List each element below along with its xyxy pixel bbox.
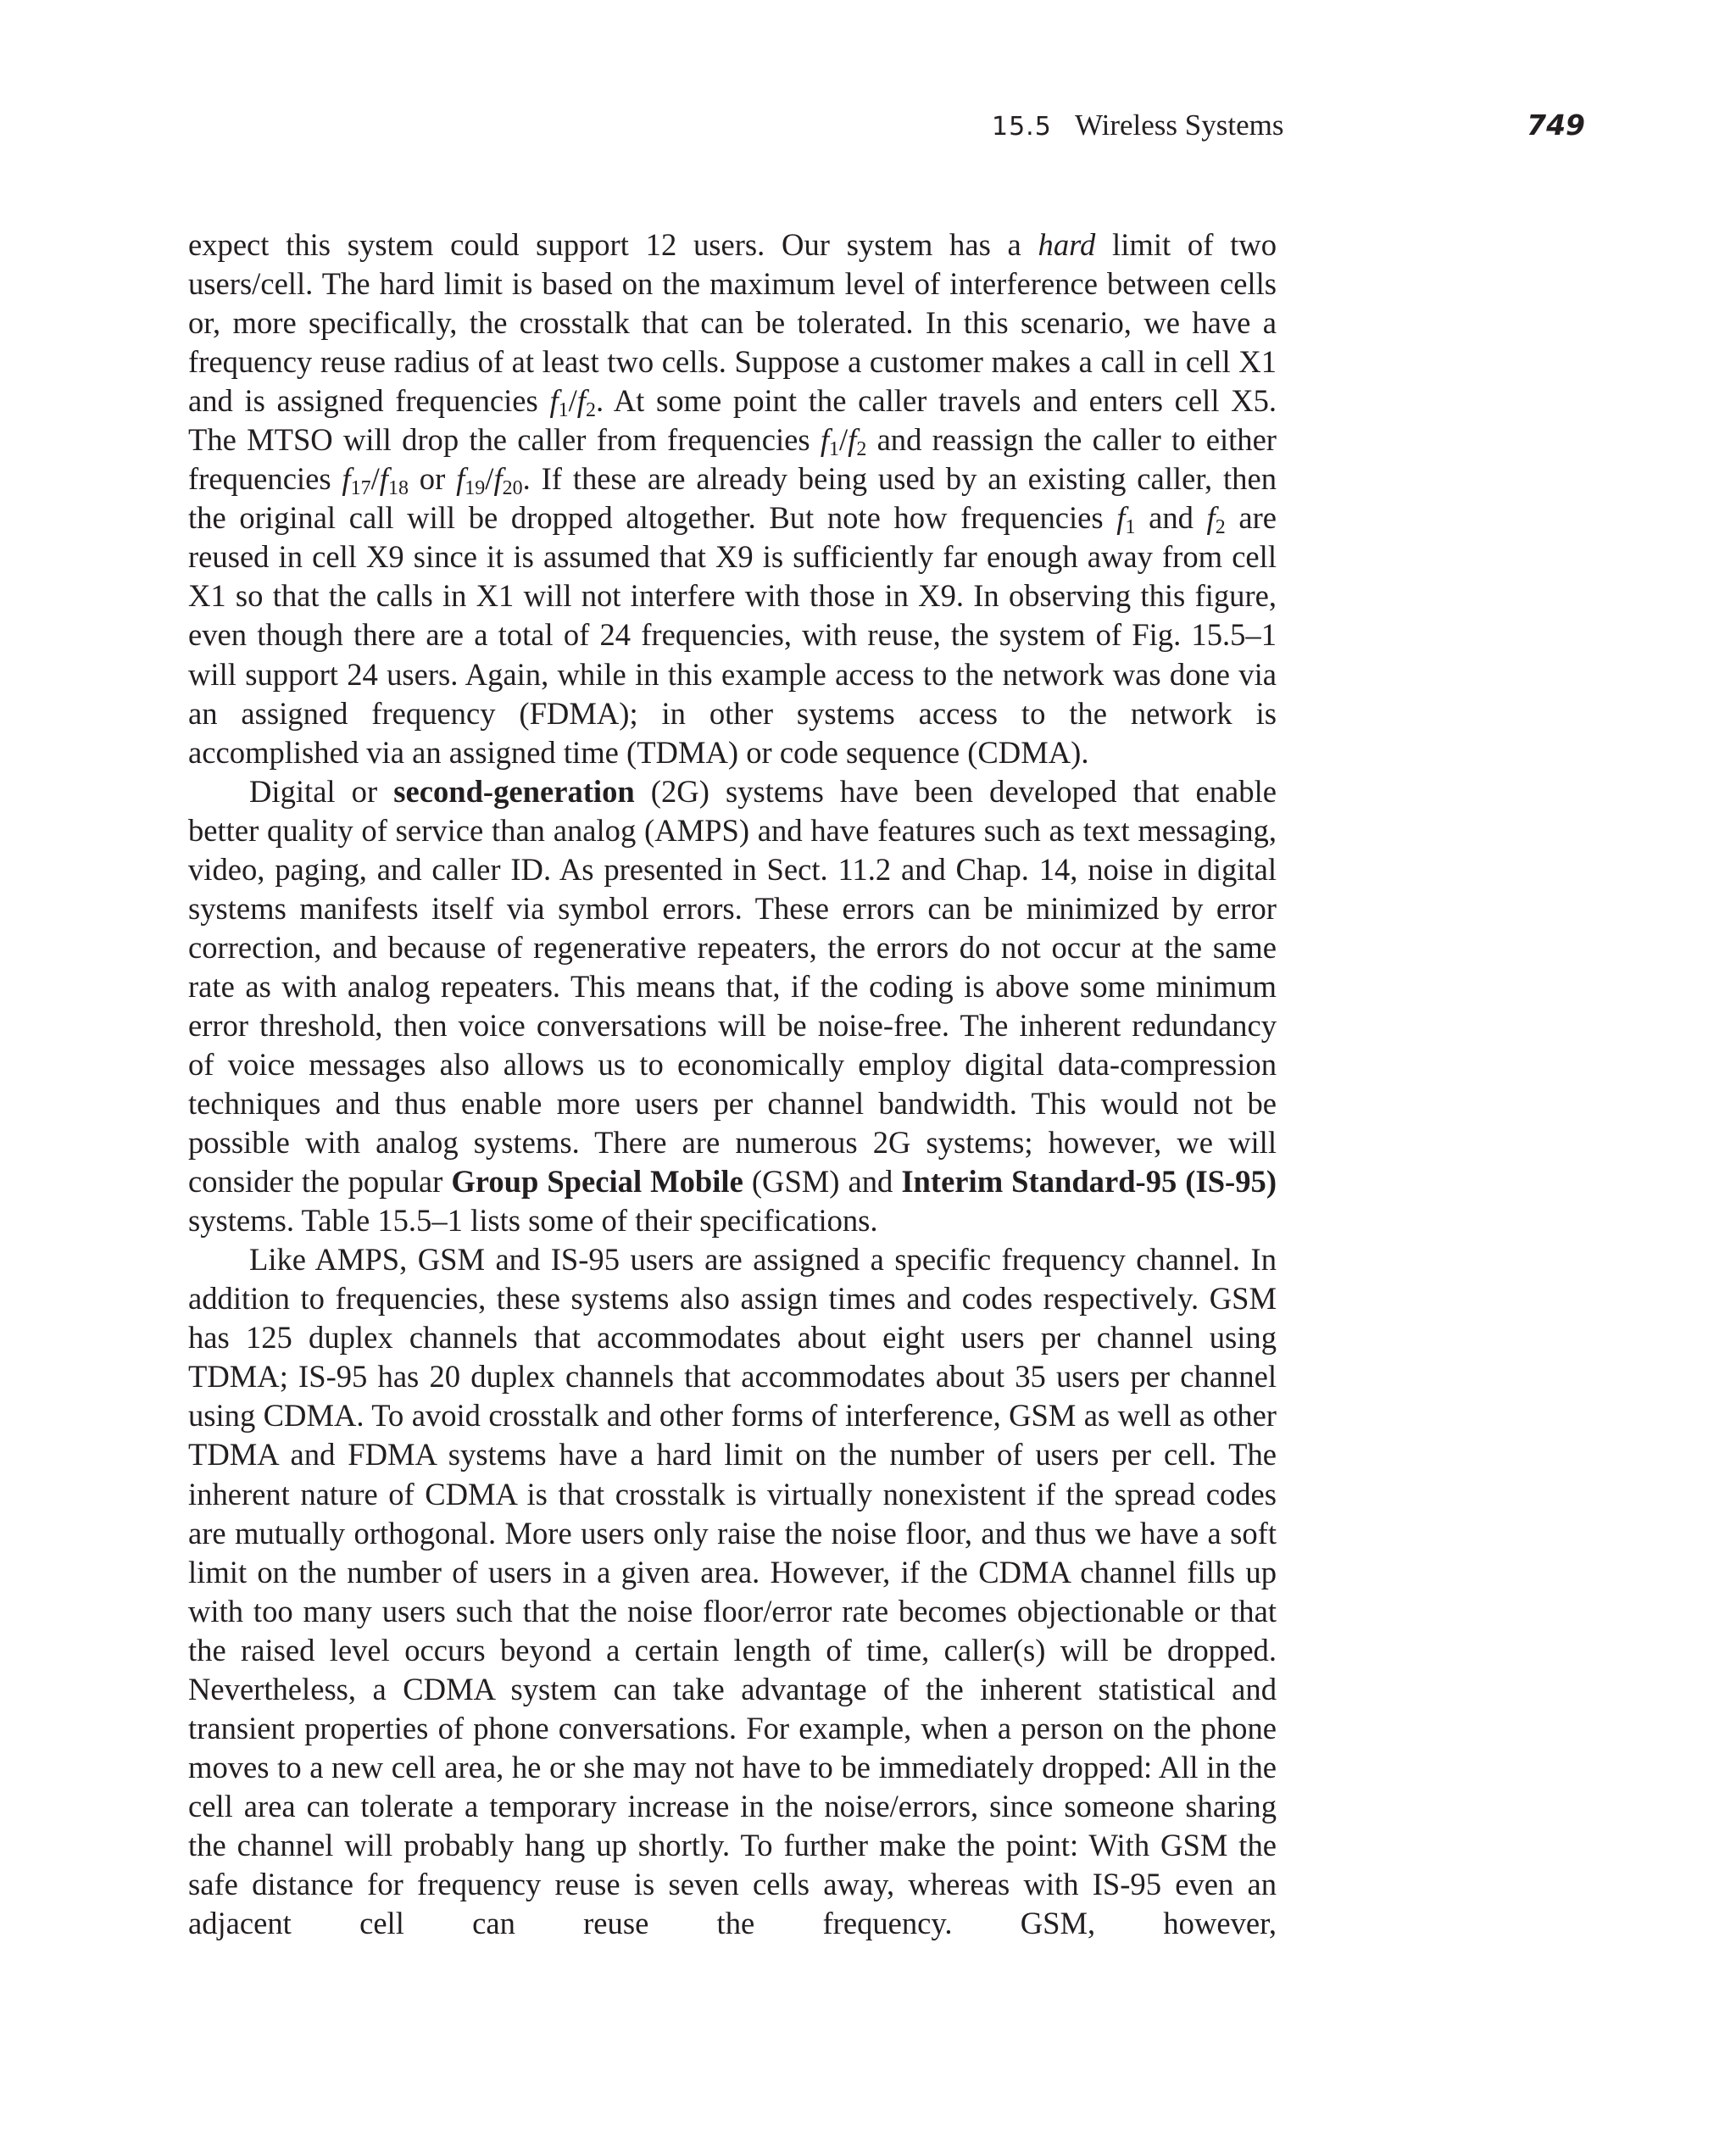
header-section-title: Wireless Systems <box>1075 109 1284 142</box>
subscript: 2 <box>585 399 596 422</box>
subscript: 17 <box>350 477 371 500</box>
text-run: / <box>839 422 849 458</box>
text-run: / <box>568 383 577 419</box>
subscript: 1 <box>829 438 839 461</box>
text-run: . If these are already being used by an existing caller, then the original call will be dropped altogether. But note how frequencies <box>188 461 1277 536</box>
italic-text: f <box>456 461 465 497</box>
text-run: expect this system could support 12 users. Our system has a <box>188 227 1038 262</box>
subscript: 2 <box>856 438 867 461</box>
text-run: (2G) systems have been developed that enable better quality of service than analog (AMPS) and have features such as text messaging, video, paging, and caller ID. As presented in Sect. 11.2 and Chap. 14, noise in digital systems manifests itself via symbol errors. These errors can be minimized by error correction, and because of regenerative repeaters, the errors do not occur at the same rate as with analog repeaters. This means that, if the coding is above some minimum error threshold, then voice conversations will be noise-free. The inherent redundancy of voice messages also allows us to economically employ digital data-compression techniques and thus enable more users per channel bandwidth. This would not be possible with analog systems. There are numerous 2G systems; however, we will consider the popular <box>188 773 1277 1200</box>
italic-text: hard <box>1038 227 1096 262</box>
text-run: limit of two users/cell. The hard limit is based on the maximum level of interference between cells or, more specifically, the crosstalk that can be tolerated. In this scenario, we have a frequency reuse radius of at least two cells. Suppose a customer makes a call in cell X1 and is assigned frequencies <box>188 227 1277 419</box>
text-run: (GSM) and <box>743 1164 902 1200</box>
text-run: or <box>408 461 457 497</box>
subscript: 1 <box>1125 516 1136 539</box>
bold-term: Group Special Mobile <box>451 1164 743 1200</box>
text-run: Digital or <box>249 773 394 809</box>
text-run: Like AMPS, GSM and IS-95 users are assigned a specific frequency channel. In addition to frequencies, these systems also assign times and codes respectively. GSM has 125 duplex channels that accommodates about eight users per channel using TDMA; IS-95 has 20 duplex channels that accommodates about 35 users per channel using CDMA. To avoid crosstalk and other forms of interference, GSM as well as other TDMA and FDMA systems have a hard limit on the number of users per cell. The inherent nature of CDMA is that crosstalk is virtually nonexistent if the spread codes are mutually orthogonal. More users only raise the noise floor, and thus we have a soft limit on the number of users in a given area. However, if the CDMA channel fills up with too many users such that the noise floor/error rate becomes objectionable or that the raised level occurs beyond a certain length of time, caller(s) will be dropped. Nevertheless, a CDMA system can take advantage of the inherent statistical and transient properties of phone conversations. For example, when a person on the phone moves to a new cell area, he or she may not have to be immediately dropped: All in the cell area can tolerate a temporary increase in the noise/errors, since someone sharing the channel will probably hang up shortly. To further make the point: With GSM the safe distance for frequency reuse is seven cells away, whereas with IS-95 even an adjacent cell can reuse the frequency. GSM, however, <box>188 1242 1277 1941</box>
bold-term: second-generation <box>393 773 635 809</box>
paragraph-1 <box>188 225 1277 772</box>
italic-text: f <box>1206 500 1216 536</box>
subscript: 19 <box>465 477 486 500</box>
italic-text: f <box>342 461 351 497</box>
subscript: 18 <box>387 477 409 500</box>
text-run: / <box>485 461 494 497</box>
subscript: 1 <box>558 399 569 422</box>
bold-term: Interim Standard-95 (IS-95) <box>901 1164 1277 1200</box>
text-run: . At some point the caller travels and enters cell X5. The MTSO will drop the caller from frequencies <box>188 383 1277 458</box>
page-number: 749 <box>1527 109 1585 142</box>
paragraph-3 <box>188 1240 1277 1943</box>
body-text <box>188 225 1277 1943</box>
running-header <box>992 109 1585 151</box>
italic-text: f <box>820 422 829 458</box>
text-run: and <box>1135 500 1207 536</box>
text-run: are reused in cell X9 since it is assumed that X9 is sufficiently far enough away from cell X1 so that the calls in X1 will not interfere with those in X9. In observing this figure, even though there are a total of 24 frequencies, with reuse, the system of Fig. 15.5–1 will support 24 users. Again, while in this example access to the network was done via an assigned frequency (FDMA); in other systems access to the network is accomplished via an assigned time (TDMA) or code sequence (CDMA). <box>188 500 1277 770</box>
text-run: and reassign the caller to either frequencies <box>188 422 1277 497</box>
italic-text: f <box>576 383 586 419</box>
header-section-number: 15.5 <box>992 112 1052 142</box>
italic-text: f <box>848 422 857 458</box>
italic-text: f <box>379 461 388 497</box>
paragraph-2 <box>188 772 1277 1241</box>
italic-text: f <box>549 383 559 419</box>
subscript: 20 <box>502 477 523 500</box>
italic-text: f <box>493 461 503 497</box>
text-run: systems. Table 15.5–1 lists some of their specifications. <box>188 1203 878 1239</box>
italic-text: f <box>1116 500 1126 536</box>
subscript: 2 <box>1215 516 1226 539</box>
text-run: / <box>370 461 380 497</box>
